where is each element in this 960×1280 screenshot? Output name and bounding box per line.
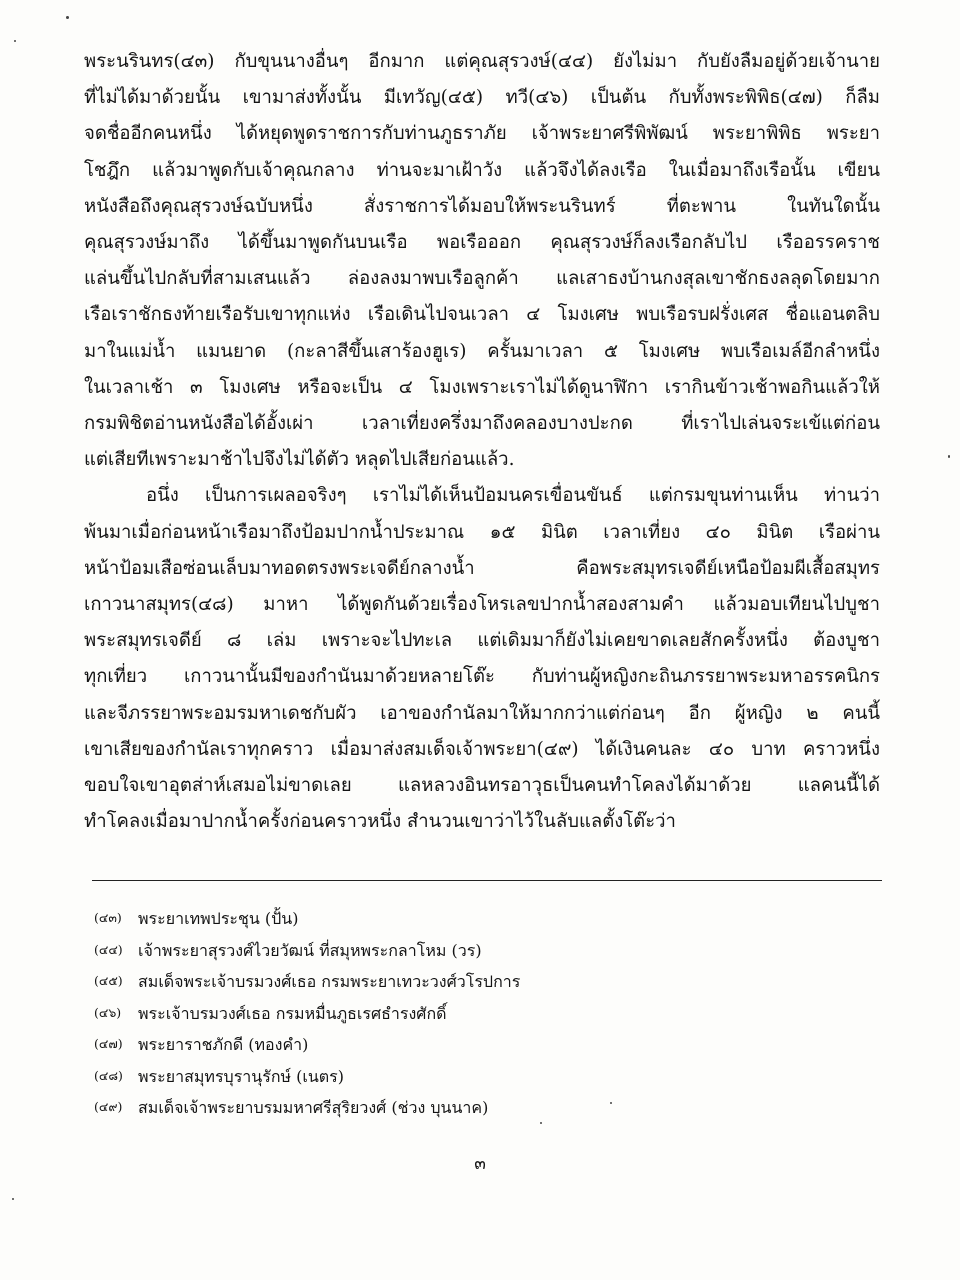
footnote-item	[94, 1029, 874, 1061]
body-line: แต่เสียทีเพราะมาช้าไปจึงไม่ได้ตัว หลุดไปเสียก่อนแล้ว.	[84, 449, 515, 471]
scan-speck	[12, 1198, 14, 1200]
footnote-item	[94, 903, 874, 935]
footnote-text: เจ้าพระยาสุรวงศ์ไวยวัฒน์ ที่สมุหพระกลาโหม (วร)	[138, 940, 482, 960]
footnote-item	[94, 935, 874, 967]
body-line: หนังสือถึงคุณสุรวงษ์ฉบับหนึ่ง สั่งราชการได้มอบให้พระนรินทร์ ที่ตะพาน ในทันใดนั้น	[84, 195, 880, 217]
footnote-number: (๔๓)	[94, 910, 122, 925]
footnote-number: (๔๙)	[94, 1099, 123, 1114]
body-line: และจีภรรยาพระอมรมหาเดชกับผัว เอาของกำนัลมาให้มากกว่าแต่ก่อนๆ อีก ผู้หญิง ๒ คนนี้	[84, 702, 880, 724]
body-line: เรือเราชักธงท้ายเรือรับเขาทุกแห่ง เรือเดินไปจนเวลา ๔ โมงเศษ พบเรือรบฝรั่งเศส ชื่อแอนตลิบ	[84, 304, 880, 326]
body-line: ทุกเที่ยว เกาวนานั้นมีของกำนันมาด้วยหลายโต๊ะ กับท่านผู้หญิงกะถินภรรยาพระมหาอรรคนิกร	[84, 666, 880, 688]
body-text	[84, 44, 880, 840]
footnote-number: (๔๕)	[94, 973, 123, 988]
footnote-item	[94, 1061, 874, 1093]
footnote-text: พระยาสมุทรบุรานุรักษ์ (เนตร)	[138, 1066, 345, 1086]
footnote-text: พระเจ้าบรมวงศ์เธอ กรมหมื่นภูธเรศธำรงศักดิ์	[138, 1003, 447, 1023]
scan-speck	[66, 16, 69, 19]
page-number: ๓	[474, 1154, 486, 1174]
body-line: พระสมุทรเจดีย์ ๘ เล่ม เพราะจะไปทะเล แต่เดิมมาก็ยังไม่เคยขาดเลยสักครั้งหนึ่ง ต้องบูชา	[84, 630, 880, 652]
footnote-number: (๔๔)	[94, 941, 123, 957]
body-line: จดชื่ออีกคนหนึ่ง ได้หยุดพูดราชการกับท่านภูธราภัย เจ้าพระยาศรีพิพัฒน์ พระยาพิพิธ พระยา	[84, 123, 880, 145]
footnote-item	[94, 966, 874, 998]
scan-speck	[540, 1122, 542, 1124]
footnote-number: (๔๖)	[94, 1004, 122, 1020]
body-line: คุณสุรวงษ์มาถึง ได้ขึ้นมาพูดกันบนเรือ พอเรือออก คุณสุรวงษ์ก็ลงเรือกลับไป เรืออรรคราช	[84, 232, 880, 254]
body-line: ที่ไม่ได้มาด้วยนั้น เขามาส่งทั้งนั้น มีเทวัญ(๔๕) ทวี(๔๖) เป็นต้น กับทั้งพระพิพิธ(๔๗) ก็ลืม	[84, 87, 880, 109]
body-line: ในเวลาเช้า ๓ โมงเศษ หรือจะเป็น ๔ โมงเพราะเราไม่ได้ดูนาฬิกา เรากินข้าวเช้าพอกินแล้วให้	[84, 376, 880, 398]
footnote-number: (๔๗)	[94, 1036, 123, 1051]
footnote-text: พระยาราชภักดี (ทองคำ)	[138, 1035, 309, 1054]
body-line: เขาเสียของกำนัลเราทุกคราว เมื่อมาส่งสมเด็จเจ้าพระยา(๔๙) ได้เงินคนละ ๔๐ บาท คราวหนึ่ง	[84, 738, 880, 760]
body-line: มาในแม่น้ำ แมนยาด (กะลาสีขึ้นเสาร้องฮูเร) ครั้นมาเวลา ๕ โมงเศษ พบเรือเมล์อีกลำหนึ่ง	[84, 340, 880, 362]
body-line: ขอบใจเขาอุตส่าห์เสมอไม่ขาดเลย แลหลวงอินทรอาวุธเป็นคนทำโคลงได้มาด้วย แลคนนี้ได้	[84, 775, 880, 797]
footnote-text: สมเด็จเจ้าพระยาบรมมหาศรีสุริยวงศ์ (ช่วง บุนนาค)	[138, 1098, 489, 1117]
footnote-item	[94, 1092, 874, 1124]
scan-speck	[14, 40, 16, 42]
footnote-text: สมเด็จพระเจ้าบรมวงศ์เธอ กรมพระยาเทวะวงศ์วโรปการ	[138, 972, 521, 991]
footnote-number: (๔๘)	[94, 1067, 123, 1083]
footnotes	[94, 903, 874, 1124]
body-line: แล่นขึ้นไปกลับที่สามเสนแล้ว ล่องลงมาพบเรือลูกค้า แลเสาธงบ้านกงสุลเขาชักธงลลุดโดยมาก	[84, 268, 880, 290]
footnote-item	[94, 998, 874, 1030]
body-line: พระนรินทร(๔๓) กับขุนนางอื่นๆ อีกมาก แต่คุณสุรวงษ์(๔๔) ยังไม่มา กับยังลืมอยู่ด้วยเจ้านาย	[84, 51, 880, 72]
body-line: ทำโคลงเมื่อมาปากน้ำครั้งก่อนคราวหนึ่ง สำนวนเขาว่าไว้ในลับแลตั้งโต๊ะว่า	[84, 811, 676, 833]
body-line: เกาวนาสมุทร(๔๘) มาหา ได้พูดกันด้วยเรื่องโหรเลขปากน้ำสองสามคำ แล้วมอบเทียนไปบูชา	[84, 594, 880, 616]
body-line: พ้นมาเมื่อก่อนหน้าเรือมาถึงป้อมปากน้ำประมาณ ๑๕ มินิต เวลาเที่ยง ๔๐ มินิต เรือผ่าน	[84, 521, 880, 543]
paragraph-start-line: อนึ่ง เป็นการเผลอจริงๆ เราไม่ได้เห็นป้อมนครเขื่อนขันธ์ แต่กรมขุนท่านเห็น ท่านว่า	[146, 485, 880, 507]
footnote-divider	[92, 880, 882, 881]
body-line: หน้าป้อมเสือซ่อนเล็บมาทอดตรงพระเจดีย์กลางน้ำ คือพระสมุทรเจดีย์เหนือป้อมผีเสื้อสมุทร	[84, 557, 880, 579]
body-line: โชฎึก แล้วมาพูดกับเจ้าคุณกลาง ท่านจะมาเฝ้าวัง แล้วจึงได้ลงเรือ ในเมื่อมาถึงเรือนั้น เขียน	[84, 159, 880, 181]
body-line: กรมพิชิตอ่านหนังสือได้อั้งเผ่า เวลาเที่ยงครึ่งมาถึงคลองบางปะกด ที่เราไปเล่นจระเข้แต่ก่อน	[84, 413, 880, 435]
footnote-text: พระยาเทพประชุน (ปั้น)	[138, 909, 299, 928]
scan-speck	[948, 455, 950, 458]
scan-speck	[610, 1102, 612, 1104]
